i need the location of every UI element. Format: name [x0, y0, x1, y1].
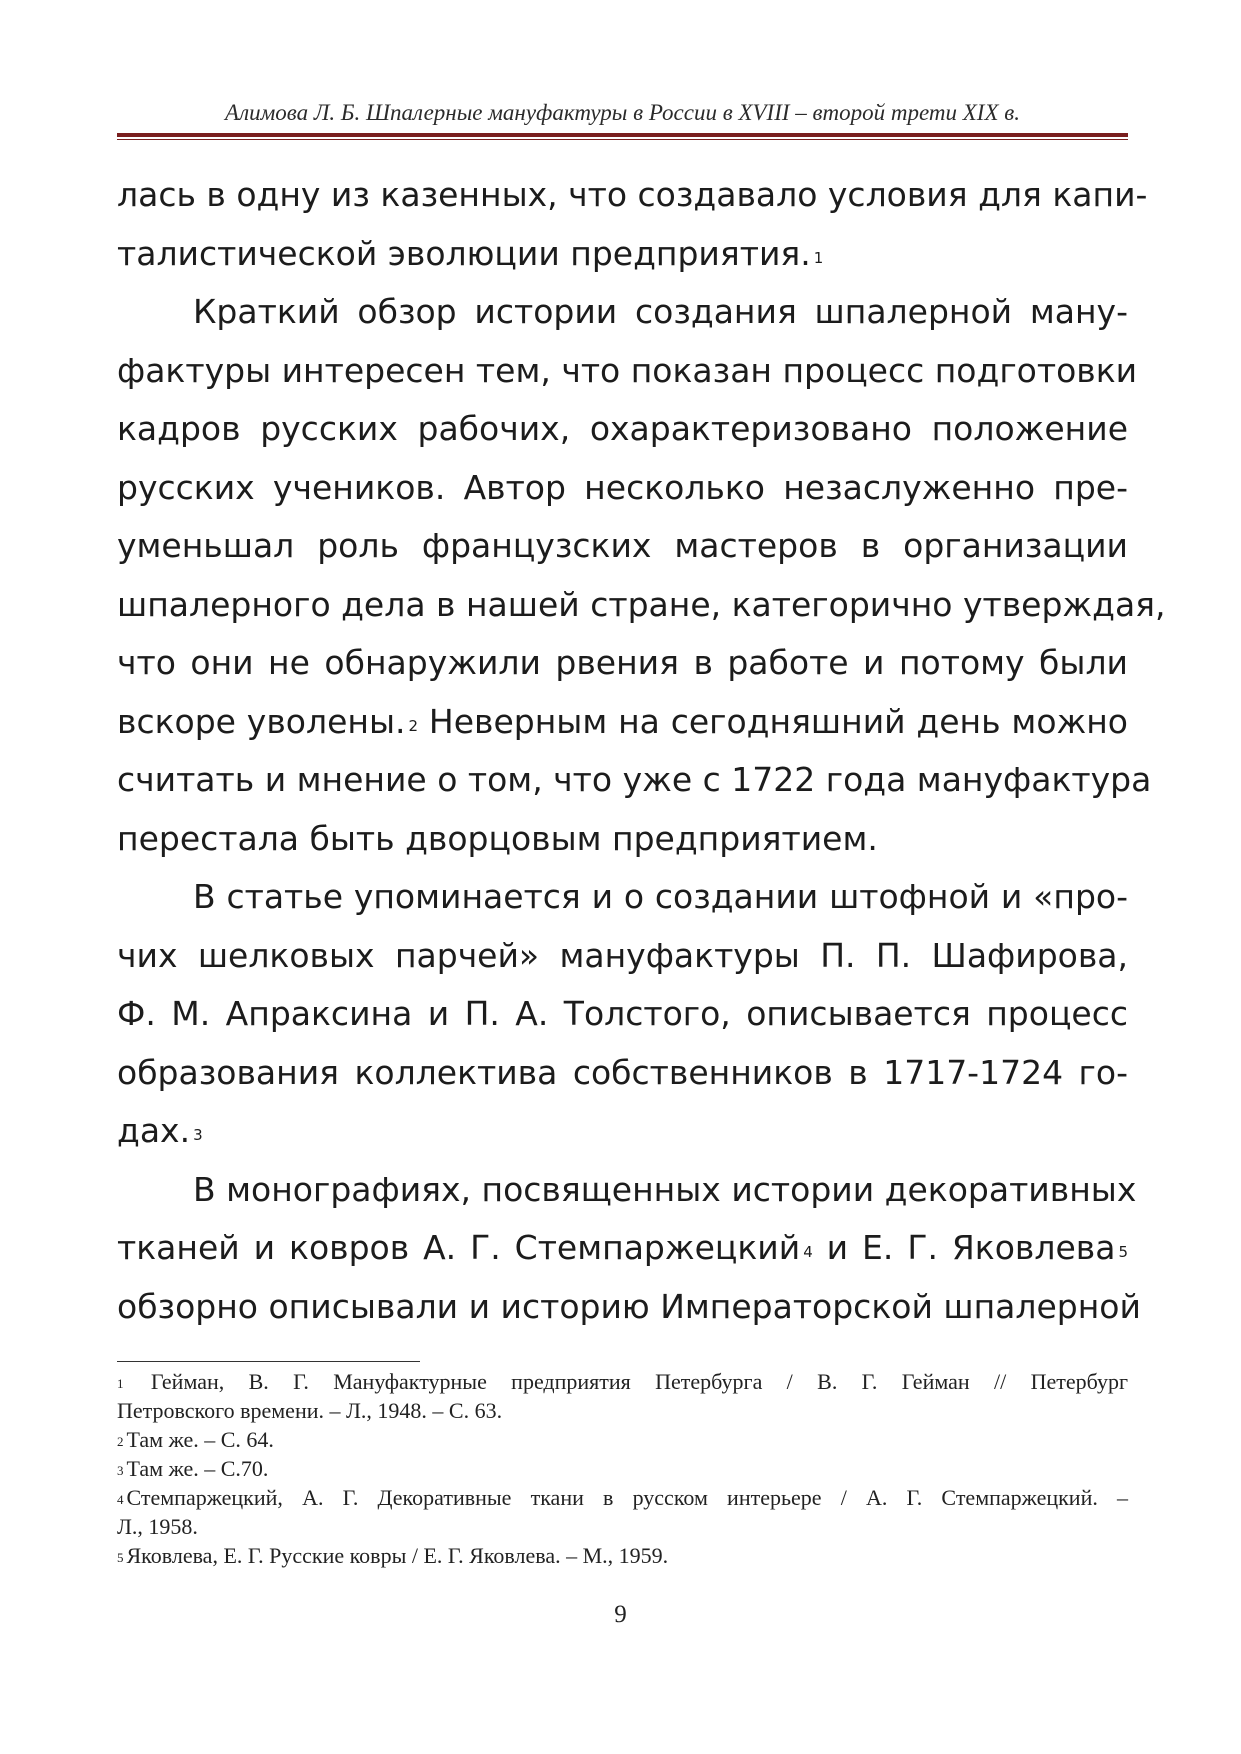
body-line: чих шелковых парчей» мануфактуры П. П. Шафирова, [117, 935, 1128, 975]
footnote-4 [117, 1483, 1128, 1512]
body-line: перестала быть дворцовым предприятием. [117, 818, 878, 858]
footnote-5 [117, 1541, 1128, 1570]
footnote-ref-3[interactable]: 3 [193, 1126, 203, 1144]
footnote-ref-4[interactable]: 4 [803, 1243, 813, 1261]
body-line-text: и Е. Г. Яковлева [812, 1228, 1116, 1267]
footnote-separator [117, 1361, 420, 1362]
page-number: 9 [614, 1601, 627, 1628]
body-line: обзорно описывали и историю Императорской шпалерной [117, 1286, 1141, 1326]
footnote-number: 3 [117, 1463, 124, 1478]
body-line: лась в одну из казенных, что создавало условия для капи- [117, 175, 1148, 214]
body-line-text: вскоре уволены. [117, 701, 406, 741]
footnote-ref-5[interactable]: 5 [1118, 1243, 1128, 1261]
footnote-1 [117, 1367, 1128, 1396]
body-line: В монографиях, посвященных истории декоративных [193, 1169, 1137, 1209]
footnote-3 [117, 1454, 1128, 1483]
footnote-2 [117, 1425, 1128, 1454]
footnote-ref-2[interactable]: 2 [408, 716, 419, 735]
body-line: что они не обнаружили рвения в работе и потому были [117, 643, 1128, 682]
body-line: уменьшал роль французских мастеров в организации [117, 526, 1128, 565]
body-line-text: дах. [117, 1111, 191, 1150]
body-text [117, 166, 1166, 1336]
body-line [117, 1219, 1128, 1278]
footnote-1-cont: Петровского времени. – Л., 1948. – С. 63. [117, 1398, 503, 1423]
body-line [117, 1102, 1128, 1161]
body-line: образования коллектива собственников в 1717-1724 го- [117, 1052, 1128, 1092]
footnote-number: 1 [117, 1376, 124, 1391]
footnote-number: 4 [117, 1492, 124, 1507]
header-rule-thick [117, 133, 1128, 137]
body-line: В статье упоминается и о создании штофной и «про- [193, 877, 1128, 916]
footnotes [117, 1367, 1128, 1570]
body-line [117, 225, 1128, 284]
footnote-text: Там же. – С. 64. [126, 1427, 274, 1452]
header-rule-thin [117, 139, 1128, 140]
running-header: Алимова Л. Б. Шпалерные мануфактуры в России в XVIII – второй трети XIX в. [225, 100, 1020, 125]
body-line-text: талистической эволюции предприятия. [117, 233, 811, 273]
body-line: Ф. М. Апраксина и П. А. Толстого, описывается процесс [117, 994, 1128, 1033]
body-line: кадров русских рабочих, охарактеризовано положение [117, 409, 1128, 448]
body-line-text: тканей и ковров А. Г. Стемпаржецкий [117, 1228, 801, 1267]
footnote-number: 5 [117, 1550, 124, 1565]
body-line: считать и мнение о том, что уже с 1722 года мануфактура [117, 760, 1152, 799]
body-line: шпалерного дела в нашей стране, категорично утверждая, [117, 584, 1166, 624]
body-line: фактуры интересен тем, что показан процесс подготовки [117, 350, 1138, 390]
footnote-number: 2 [117, 1434, 124, 1449]
footnote-text: Гейман, В. Г. Мануфактурные предприятия Петербурга / В. Г. Гейман // Петербург [150, 1369, 1128, 1394]
footnote-4-cont: Л., 1958. [117, 1514, 198, 1539]
footnote-text: Яковлева, Е. Г. Русские ковры / Е. Г. Яковлева. – М., 1959. [126, 1543, 669, 1568]
footnote-text: Там же. – С.70. [126, 1456, 269, 1481]
footnote-text: Стемпаржецкий, А. Г. Декоративные ткани в русском интерьере / А. Г. Стемпаржецкий. – [126, 1485, 1128, 1510]
body-line [117, 693, 1128, 752]
body-line: русских учеников. Автор несколько незаслуженно пре- [117, 467, 1128, 507]
body-line-text: Неверным на сегодняшний день можно [418, 701, 1128, 741]
body-line: Краткий обзор истории создания шпалерной ману- [193, 292, 1128, 331]
footnote-ref-1[interactable]: 1 [813, 248, 824, 267]
